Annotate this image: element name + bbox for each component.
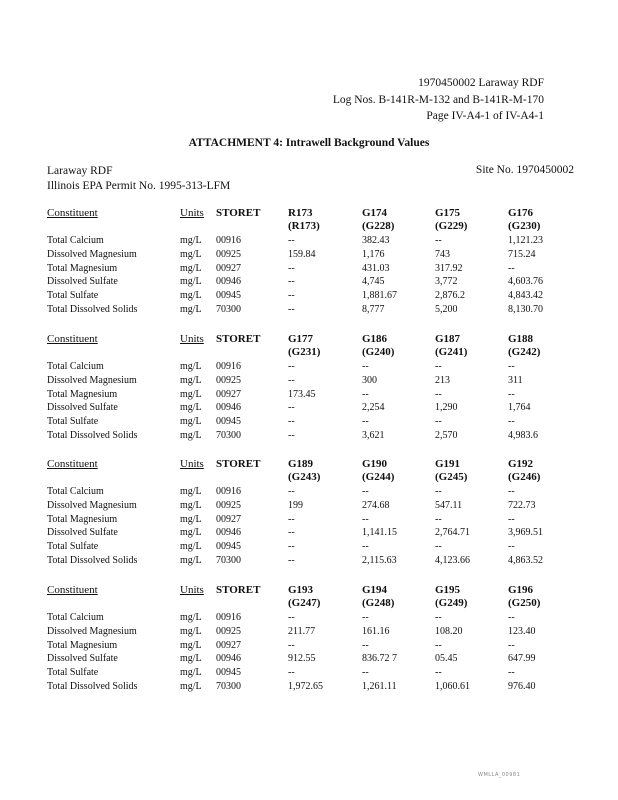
table-row	[0, 486, 618, 500]
table-row	[0, 653, 618, 667]
value-cell: --	[288, 612, 295, 623]
value-cell: --	[362, 486, 369, 497]
well-id-header: G177	[288, 333, 314, 345]
column-header-constituent: Constituent	[47, 458, 98, 470]
constituent-name: Total Dissolved Solids	[47, 681, 138, 692]
well-id-header: G187	[435, 333, 461, 345]
unit-cell: mg/L	[180, 262, 202, 274]
value-cell: --	[288, 262, 295, 274]
well-id-header: G191	[435, 458, 461, 470]
unit-cell: mg/L	[180, 667, 202, 679]
column-header-constituent: Constituent	[47, 207, 98, 219]
well-alt-id-header: (G249)	[435, 597, 468, 609]
constituent-name: Total Dissolved Solids	[47, 430, 138, 441]
value-cell: 4,843.42	[508, 290, 543, 302]
value-cell: 199	[288, 499, 303, 511]
bates-stamp: WMLLA_00981	[478, 772, 521, 778]
value-cell: 1,972.65	[288, 681, 323, 692]
table-header-row	[0, 584, 618, 598]
value-cell: --	[288, 374, 295, 386]
value-cell: --	[362, 612, 369, 623]
table-row	[0, 626, 618, 640]
column-header-constituent: Constituent	[47, 584, 98, 596]
value-cell: --	[435, 513, 442, 525]
storet-code: 00945	[216, 290, 241, 302]
value-cell: 976.40	[508, 681, 536, 692]
table-row	[0, 527, 618, 541]
constituent-name: Total Calcium	[47, 235, 104, 246]
constituent-name: Total Magnesium	[47, 513, 118, 525]
value-cell: --	[288, 235, 295, 246]
table-row	[0, 500, 618, 514]
well-id-header: G189	[288, 458, 314, 470]
value-cell: --	[288, 402, 295, 414]
value-cell: --	[435, 388, 442, 400]
table-row	[0, 514, 618, 528]
value-cell: 317.92	[435, 262, 463, 274]
constituent-name: Total Calcium	[47, 612, 104, 623]
storet-code: 00945	[216, 541, 241, 553]
unit-cell: mg/L	[180, 541, 202, 553]
unit-cell: mg/L	[180, 374, 202, 386]
constituent-name: Dissolved Magnesium	[47, 248, 137, 260]
well-alt-id-header: (G242)	[508, 346, 541, 358]
table-header-alt-row	[0, 597, 618, 611]
column-header-units: Units	[180, 458, 204, 470]
value-cell: 161.16	[362, 625, 390, 637]
unit-cell: mg/L	[180, 513, 202, 525]
value-cell: --	[508, 513, 515, 525]
table-row	[0, 555, 618, 569]
value-cell: 211.77	[288, 625, 316, 637]
unit-cell: mg/L	[180, 639, 202, 651]
storet-code: 00916	[216, 486, 241, 497]
value-cell: --	[288, 304, 295, 315]
well-id-header: G176	[508, 207, 534, 219]
unit-cell: mg/L	[180, 527, 202, 539]
unit-cell: mg/L	[180, 248, 202, 260]
column-header-units: Units	[180, 207, 204, 219]
storet-code: 00927	[216, 388, 241, 400]
table-row	[0, 430, 618, 444]
storet-code: 00946	[216, 402, 241, 414]
unit-cell: mg/L	[180, 486, 202, 497]
table-row	[0, 263, 618, 277]
value-cell: 173.45	[288, 388, 316, 400]
well-id-header: G190	[362, 458, 388, 470]
column-header-storet: STORET	[216, 458, 261, 470]
value-cell: 4,983.6	[508, 430, 538, 441]
unit-cell: mg/L	[180, 625, 202, 637]
well-alt-id-header: (G229)	[435, 220, 468, 232]
table-header-row	[0, 207, 618, 221]
storet-code: 00916	[216, 612, 241, 623]
value-cell: 5,200	[435, 304, 458, 315]
value-cell: 547.11	[435, 499, 463, 511]
table-header-alt-row	[0, 346, 618, 360]
table-row	[0, 681, 618, 695]
value-cell: --	[288, 639, 295, 651]
well-alt-id-header: (G241)	[435, 346, 468, 358]
storet-code: 70300	[216, 430, 241, 441]
value-cell: --	[288, 290, 295, 302]
permit-number: Illinois EPA Permit No. 1995-313-LFM	[47, 180, 231, 192]
storet-code: 00925	[216, 625, 241, 637]
well-id-header: R173	[288, 207, 313, 219]
value-cell: --	[362, 416, 369, 428]
value-cell: 05.45	[435, 653, 458, 665]
value-cell: 715.24	[508, 248, 536, 260]
unit-cell: mg/L	[180, 416, 202, 428]
well-alt-id-header: (G228)	[362, 220, 395, 232]
value-cell: 1,121.23	[508, 235, 543, 246]
constituent-name: Dissolved Sulfate	[47, 276, 118, 288]
constituent-name: Total Calcium	[47, 486, 104, 497]
storet-code: 00925	[216, 499, 241, 511]
value-cell: --	[508, 667, 515, 679]
value-cell: 3,969.51	[508, 527, 543, 539]
value-cell: --	[435, 612, 442, 623]
value-cell: 8,130.70	[508, 304, 543, 315]
table-header-alt-row	[0, 471, 618, 485]
table-row	[0, 640, 618, 654]
value-cell: 1,060.61	[435, 681, 470, 692]
constituent-name: Dissolved Magnesium	[47, 374, 137, 386]
constituent-name: Total Calcium	[47, 361, 104, 372]
unit-cell: mg/L	[180, 430, 202, 441]
header-log-numbers: Log Nos. B-141R-M-132 and B-141R-M-170	[332, 94, 544, 106]
table-row	[0, 612, 618, 626]
value-cell: --	[435, 486, 442, 497]
well-id-header: G193	[288, 584, 314, 596]
value-cell: 8,777	[362, 304, 385, 315]
value-cell: 4,603.76	[508, 276, 543, 288]
storet-code: 00916	[216, 235, 241, 246]
site-number: Site No. 1970450002	[475, 164, 574, 176]
value-cell: --	[508, 486, 515, 497]
well-alt-id-header: (G247)	[288, 597, 321, 609]
value-cell: --	[288, 276, 295, 288]
value-cell: --	[288, 416, 295, 428]
value-cell: --	[435, 639, 442, 651]
value-cell: 1,176	[362, 248, 385, 260]
storet-code: 00927	[216, 639, 241, 651]
column-header-units: Units	[180, 333, 204, 345]
value-cell: --	[362, 667, 369, 679]
well-alt-id-header: (G231)	[288, 346, 321, 358]
well-id-header: G174	[362, 207, 388, 219]
value-cell: 2,115.63	[362, 555, 397, 566]
value-cell: 1,881.67	[362, 290, 397, 302]
table-row	[0, 416, 618, 430]
constituent-name: Total Sulfate	[47, 667, 99, 679]
unit-cell: mg/L	[180, 235, 202, 246]
storet-code: 70300	[216, 681, 241, 692]
unit-cell: mg/L	[180, 361, 202, 372]
table-row	[0, 402, 618, 416]
value-cell: --	[288, 361, 295, 372]
table-row	[0, 667, 618, 681]
column-header-storet: STORET	[216, 207, 261, 219]
storet-code: 00927	[216, 513, 241, 525]
table-row	[0, 235, 618, 249]
value-cell: 743	[435, 248, 450, 260]
well-alt-id-header: (G243)	[288, 471, 321, 483]
constituent-name: Total Sulfate	[47, 541, 99, 553]
well-alt-id-header: (G245)	[435, 471, 468, 483]
constituent-name: Dissolved Magnesium	[47, 625, 137, 637]
well-alt-id-header: (G230)	[508, 220, 541, 232]
value-cell: --	[362, 388, 369, 400]
value-cell: --	[288, 555, 295, 566]
constituent-name: Total Sulfate	[47, 416, 99, 428]
storet-code: 70300	[216, 555, 241, 566]
header-line-1: 1970450002 Laraway RDF	[418, 77, 544, 89]
well-id-header: G175	[435, 207, 461, 219]
unit-cell: mg/L	[180, 402, 202, 414]
value-cell: --	[508, 612, 515, 623]
column-header-storet: STORET	[216, 584, 261, 596]
value-cell: --	[508, 541, 515, 553]
constituent-name: Total Magnesium	[47, 262, 118, 274]
storet-code: 00925	[216, 374, 241, 386]
value-cell: 382.43	[362, 235, 390, 246]
unit-cell: mg/L	[180, 290, 202, 302]
constituent-name: Total Sulfate	[47, 290, 99, 302]
table-row	[0, 541, 618, 555]
value-cell: 1,764	[508, 402, 531, 414]
value-cell: 159.84	[288, 248, 316, 260]
value-cell: --	[435, 416, 442, 428]
storet-code: 00946	[216, 276, 241, 288]
storet-code: 00925	[216, 248, 241, 260]
storet-code: 00946	[216, 653, 241, 665]
storet-code: 00927	[216, 262, 241, 274]
table-header-alt-row	[0, 220, 618, 234]
storet-code: 00916	[216, 361, 241, 372]
well-alt-id-header: (G240)	[362, 346, 395, 358]
constituent-name: Total Magnesium	[47, 388, 118, 400]
value-cell: --	[508, 361, 515, 372]
column-header-constituent: Constituent	[47, 333, 98, 345]
value-cell: --	[288, 430, 295, 441]
value-cell: 647.99	[508, 653, 536, 665]
storet-code: 70300	[216, 304, 241, 315]
value-cell: --	[508, 262, 515, 274]
constituent-name: Dissolved Magnesium	[47, 499, 137, 511]
table-row	[0, 375, 618, 389]
value-cell: 912.55	[288, 653, 316, 665]
value-cell: 108.20	[435, 625, 463, 637]
table-row	[0, 361, 618, 375]
well-id-header: G188	[508, 333, 534, 345]
value-cell: --	[435, 667, 442, 679]
unit-cell: mg/L	[180, 653, 202, 665]
well-alt-id-header: (G248)	[362, 597, 395, 609]
unit-cell: mg/L	[180, 388, 202, 400]
value-cell: 2,254	[362, 402, 385, 414]
table-row	[0, 389, 618, 403]
constituent-name: Dissolved Sulfate	[47, 527, 118, 539]
table-header-row	[0, 333, 618, 347]
value-cell: --	[508, 388, 515, 400]
table-row	[0, 304, 618, 318]
storet-code: 00945	[216, 667, 241, 679]
well-id-header: G186	[362, 333, 388, 345]
constituent-name: Total Dissolved Solids	[47, 555, 138, 566]
value-cell: 4,123.66	[435, 555, 470, 566]
value-cell: --	[288, 513, 295, 525]
table-row	[0, 249, 618, 263]
column-header-storet: STORET	[216, 333, 261, 345]
value-cell: 4,863.52	[508, 555, 543, 566]
value-cell: 3,772	[435, 276, 458, 288]
well-id-header: G194	[362, 584, 388, 596]
table-row	[0, 276, 618, 290]
value-cell: 431.03	[362, 262, 390, 274]
value-cell: 836.72 7	[362, 653, 397, 665]
value-cell: 123.40	[508, 625, 536, 637]
attachment-title: ATTACHMENT 4: Intrawell Background Values	[188, 137, 430, 149]
value-cell: 1,261.11	[362, 681, 397, 692]
value-cell: --	[288, 541, 295, 553]
value-cell: 2,876.2	[435, 290, 465, 302]
well-alt-id-header: (G244)	[362, 471, 395, 483]
value-cell: --	[362, 513, 369, 525]
unit-cell: mg/L	[180, 304, 202, 315]
value-cell: 3,621	[362, 430, 385, 441]
value-cell: 2,764.71	[435, 527, 470, 539]
value-cell: --	[508, 639, 515, 651]
well-alt-id-header: (R173)	[288, 220, 320, 232]
well-alt-id-header: (G246)	[508, 471, 541, 483]
table-header-row	[0, 458, 618, 472]
value-cell: 213	[435, 374, 450, 386]
header-page-number: Page IV-A4-1 of IV-A4-1	[426, 110, 544, 122]
value-cell: 1,290	[435, 402, 458, 414]
unit-cell: mg/L	[180, 499, 202, 511]
unit-cell: mg/L	[180, 276, 202, 288]
storet-code: 00945	[216, 416, 241, 428]
value-cell: --	[435, 361, 442, 372]
unit-cell: mg/L	[180, 612, 202, 623]
value-cell: --	[288, 486, 295, 497]
constituent-name: Total Magnesium	[47, 639, 118, 651]
well-id-header: G195	[435, 584, 461, 596]
value-cell: 1,141.15	[362, 527, 397, 539]
value-cell: 2,570	[435, 430, 458, 441]
column-header-units: Units	[180, 584, 204, 596]
table-row	[0, 290, 618, 304]
storet-code: 00946	[216, 527, 241, 539]
value-cell: --	[362, 541, 369, 553]
constituent-name: Dissolved Sulfate	[47, 402, 118, 414]
well-alt-id-header: (G250)	[508, 597, 541, 609]
well-id-header: G196	[508, 584, 534, 596]
value-cell: --	[288, 667, 295, 679]
constituent-name: Dissolved Sulfate	[47, 653, 118, 665]
unit-cell: mg/L	[180, 555, 202, 566]
value-cell: 722.73	[508, 499, 536, 511]
value-cell: 311	[508, 374, 523, 386]
facility-name: Laraway RDF	[47, 165, 113, 177]
value-cell: --	[362, 361, 369, 372]
value-cell: --	[435, 541, 442, 553]
unit-cell: mg/L	[180, 681, 202, 692]
well-id-header: G192	[508, 458, 534, 470]
value-cell: --	[288, 527, 295, 539]
value-cell: 4,745	[362, 276, 385, 288]
value-cell: --	[362, 639, 369, 651]
value-cell: 274.68	[362, 499, 390, 511]
value-cell: --	[508, 416, 515, 428]
value-cell: 300	[362, 374, 377, 386]
constituent-name: Total Dissolved Solids	[47, 304, 138, 315]
value-cell: --	[435, 235, 442, 246]
